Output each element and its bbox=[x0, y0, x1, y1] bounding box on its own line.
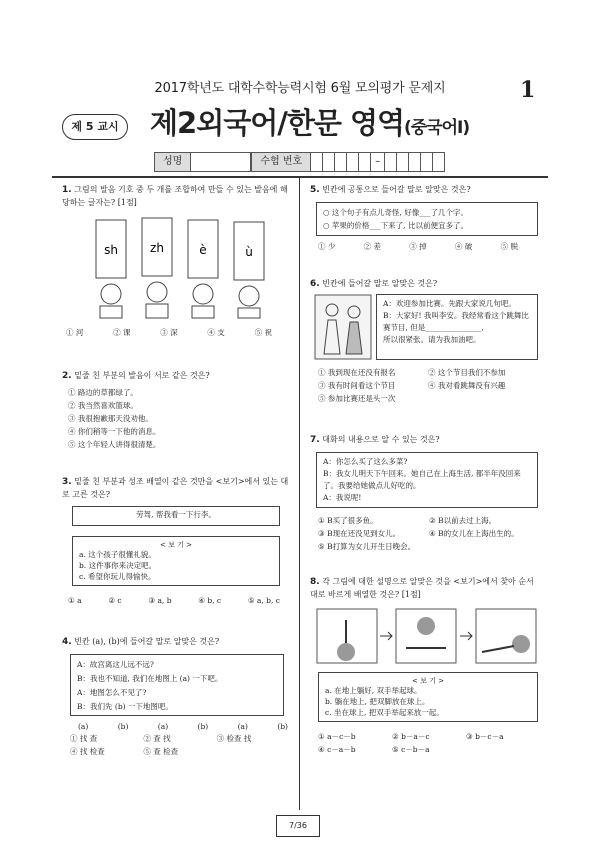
option[interactable]: ② B以前去过上海。 bbox=[429, 516, 497, 525]
col-header-a: (a) bbox=[237, 722, 248, 731]
q1-options bbox=[66, 328, 272, 339]
option[interactable]: ⑤ 这个年轻人讲得很清楚。 bbox=[68, 440, 161, 449]
option[interactable]: ③ 我很抱歉那天没劝他。 bbox=[68, 414, 153, 423]
dialog-line: B：我女儿明天下午回来。她自己在上海生活, 都半年没回来了。我要给她做点儿好吃的。 bbox=[323, 469, 521, 490]
question-3 bbox=[62, 476, 290, 501]
exam-no-cell[interactable] bbox=[359, 152, 371, 172]
option[interactable]: ① 找 查 bbox=[70, 734, 98, 743]
option[interactable]: ③ 掉 bbox=[409, 242, 427, 251]
option[interactable]: ③ 深 bbox=[160, 328, 178, 337]
q7-options bbox=[318, 514, 540, 553]
exam-no-cell[interactable] bbox=[409, 152, 421, 172]
dialog-line: A：地图怎么不见了? bbox=[77, 688, 147, 697]
exam-subtitle: 2017학년도 대학수학능력시험 6월 모의평가 문제지 bbox=[154, 81, 446, 96]
title-main: 제2외국어/한문 영역 bbox=[150, 106, 404, 140]
q5-number: 5. bbox=[310, 185, 320, 195]
exam-no-cell[interactable] bbox=[323, 152, 335, 172]
q4-column-headers bbox=[78, 722, 288, 733]
q3-text: 밑줄 친 부분과 성조 배열이 같은 것만을 <보기>에서 있는 대로 고른 것은? bbox=[62, 477, 289, 500]
q2-number: 2. bbox=[62, 371, 72, 381]
option[interactable]: ⑤ c－b－a bbox=[392, 745, 430, 754]
q4-number: 4. bbox=[62, 637, 72, 647]
q8-text: 각 그림에 대한 설명으로 알맞은 것을 <보기>에서 찾아 순서대로 바르게 배열한 것은? [1점] bbox=[310, 577, 534, 600]
q3-bogi-label: < 보 기 > bbox=[160, 541, 192, 549]
option[interactable]: ④ c－a－b bbox=[318, 745, 356, 754]
q8-bogi-item: a. 在地上躺好, 双手举起球。 bbox=[325, 686, 422, 696]
option[interactable]: ② 这个节目我们不参加 bbox=[428, 368, 506, 377]
page-number: 1 bbox=[520, 77, 536, 103]
q2-options bbox=[68, 386, 288, 451]
header-rule bbox=[52, 176, 548, 178]
q8-bogi-label: < 보 기 > bbox=[412, 677, 444, 685]
session-badge: 제 5 교시 bbox=[62, 114, 128, 140]
option[interactable]: ④ 你们稍等一下他的消息。 bbox=[68, 427, 161, 436]
q3-sentence-box: 劳驾, 帮我看一下行李。 bbox=[72, 506, 280, 526]
q6-options bbox=[318, 366, 538, 405]
q3-bogi-item: b. 这件事你来决定吧。 bbox=[79, 561, 157, 571]
q7-dialog-box bbox=[316, 452, 538, 508]
q1-label: è bbox=[199, 243, 207, 257]
exam-no-cell[interactable] bbox=[385, 152, 397, 172]
option[interactable]: ② 查 找 bbox=[143, 734, 171, 743]
q1-number: 1. bbox=[62, 185, 72, 195]
dialog-line: A：你怎么买了这么多菜? bbox=[323, 457, 408, 466]
page-title bbox=[150, 104, 469, 147]
exam-no-cell[interactable] bbox=[347, 152, 359, 172]
col-header-b: (b) bbox=[277, 722, 288, 731]
q6-number: 6. bbox=[310, 279, 320, 289]
exam-no-cell[interactable] bbox=[335, 152, 347, 172]
question-4 bbox=[62, 636, 290, 649]
q7-text: 대화의 내용으로 알 수 있는 것은? bbox=[322, 435, 440, 444]
option[interactable]: ⑤ 参加比赛还是头一次 bbox=[318, 394, 396, 403]
q5-options bbox=[318, 242, 518, 253]
exam-no-dash: – bbox=[371, 152, 385, 172]
option[interactable]: ④ B的女儿在上海出生的。 bbox=[429, 529, 519, 538]
question-2 bbox=[62, 370, 290, 383]
option[interactable]: ② c bbox=[108, 596, 122, 605]
option[interactable]: ⑤ a, b, c bbox=[247, 596, 280, 605]
q5-box bbox=[316, 202, 538, 236]
q3-number: 3. bbox=[62, 477, 72, 487]
question-1 bbox=[62, 184, 290, 209]
q1-label: ù bbox=[245, 245, 253, 259]
exam-no-cell[interactable] bbox=[433, 152, 445, 172]
option[interactable]: ③ 检查 找 bbox=[216, 734, 252, 743]
option[interactable]: ① 路边的草都绿了。 bbox=[68, 388, 138, 397]
exam-no-label: 수험 번호 bbox=[251, 152, 311, 172]
q1-label: sh bbox=[104, 243, 118, 257]
col-header-a: (a) bbox=[157, 722, 169, 731]
name-field[interactable] bbox=[191, 152, 251, 172]
option[interactable]: ① B买了很多鱼。 bbox=[318, 516, 378, 525]
option[interactable]: ⑤ 查 检查 bbox=[143, 746, 179, 756]
name-exam-bar bbox=[154, 152, 445, 172]
q8-number: 8. bbox=[310, 577, 320, 587]
option[interactable]: ② 差 bbox=[363, 242, 382, 251]
q8-options bbox=[318, 730, 540, 756]
dialog-line: 所以很紧张。请为我加油吧。 bbox=[383, 335, 481, 344]
option[interactable]: ① a－c－b bbox=[318, 732, 356, 741]
q6-dialog-box bbox=[376, 294, 538, 360]
q8-illustration bbox=[316, 608, 538, 664]
name-label: 성명 bbox=[154, 152, 191, 172]
dialog-line: B：我们先 (b) 一下地图吧。 bbox=[77, 702, 173, 711]
q5-text: 빈칸에 공통으로 들어갈 말로 알맞은 것은? bbox=[322, 185, 471, 194]
column-divider bbox=[299, 178, 300, 810]
option[interactable]: ① a bbox=[68, 596, 82, 605]
page-total: 36 bbox=[296, 821, 307, 830]
col-header-b: (b) bbox=[197, 722, 209, 731]
q3-bogi-box bbox=[72, 536, 280, 586]
option[interactable]: ③ 我有时间看这个节目 bbox=[318, 381, 396, 390]
option[interactable]: ④ 找 检查 bbox=[70, 746, 105, 756]
dialog-line: A：故宫离这儿远不远? bbox=[77, 660, 154, 669]
q6-text: 빈칸에 들어갈 말로 알맞은 것은? bbox=[322, 279, 438, 288]
q3-bogi-item: c. 希望你玩儿得愉快。 bbox=[79, 571, 156, 581]
q8-bogi-item: b. 躺在地上, 把双脚放在球上。 bbox=[325, 697, 430, 707]
page-current: 7 bbox=[289, 821, 295, 830]
option[interactable]: ① 少 bbox=[318, 242, 336, 251]
option[interactable]: ④ 我对看跳舞没有兴趣 bbox=[428, 381, 506, 390]
q5-line: ○ 这个句子有点儿奇怪, 好像___了几个字。 bbox=[323, 208, 468, 217]
option[interactable]: ① 河 bbox=[66, 328, 84, 337]
question-8 bbox=[310, 576, 540, 601]
exam-no-cell[interactable] bbox=[311, 152, 323, 172]
option[interactable]: ⑤ 脱 bbox=[500, 242, 518, 251]
q7-number: 7. bbox=[310, 435, 320, 445]
option[interactable]: ⑤ 祝 bbox=[254, 328, 272, 337]
exam-no-cell[interactable] bbox=[397, 152, 409, 172]
q1-text: 그림의 발음 기호 중 두 개를 조합하여 만들 수 있는 발음에 해당하는 글자는? [1점] bbox=[62, 185, 288, 208]
dialog-line: A：我说呢! bbox=[323, 493, 362, 502]
option[interactable]: ⑤ B打算为女儿开生日晚会。 bbox=[318, 542, 416, 551]
option[interactable]: ④ b, c bbox=[198, 596, 222, 605]
option[interactable]: ② 我当然喜欢篮球。 bbox=[68, 401, 138, 410]
option[interactable]: ① 我到现在还没有报名 bbox=[318, 368, 396, 377]
q1-illustration bbox=[88, 214, 278, 322]
dialog-line: A：欢迎参加比赛。先跟大家说几句吧。 bbox=[383, 299, 516, 308]
q8-bogi-item: c. 坐在球上, 把双手举起来放一起。 bbox=[325, 707, 444, 717]
q4-options bbox=[70, 734, 290, 758]
question-5 bbox=[310, 184, 540, 197]
q8-bogi-box bbox=[318, 672, 538, 722]
option[interactable]: ② 课 bbox=[113, 328, 131, 337]
option[interactable]: ③ B现在还没见到女儿。 bbox=[318, 529, 401, 538]
option[interactable]: ④ 支 bbox=[207, 328, 225, 337]
question-7 bbox=[310, 434, 540, 447]
option[interactable]: ④ 破 bbox=[454, 242, 473, 251]
col-header-a: (a) bbox=[78, 722, 89, 731]
page-counter: 7/36 bbox=[276, 815, 320, 837]
option[interactable]: ② b－a－c bbox=[392, 732, 430, 741]
exam-no-cell[interactable] bbox=[421, 152, 433, 172]
q2-text: 밑줄 친 부분의 발음이 서로 같은 것은? bbox=[74, 371, 210, 380]
dialog-line: B：大家好! 我叫李安。我经常看这个跳舞比赛节目, 但是_______________, bbox=[383, 311, 529, 332]
q4-text: 빈칸 (a), (b)에 들어갈 말로 알맞은 것은? bbox=[74, 637, 220, 646]
title-sub: (중국어Ⅰ) bbox=[403, 118, 470, 138]
q3-bogi-item: a. 这个孩子很懂礼貌。 bbox=[79, 550, 156, 560]
option[interactable]: ③ a, b bbox=[148, 596, 172, 605]
q5-line: ○ 苹果的价格___下来了, 比以前便宜多了。 bbox=[323, 221, 468, 230]
dialog-line: B：我也不知道, 我们在地图上 (a) 一下吧。 bbox=[77, 674, 223, 683]
col-header-b: (b) bbox=[117, 722, 129, 731]
q4-dialog-box bbox=[70, 654, 284, 716]
q6-illustration bbox=[314, 294, 372, 360]
q1-label: zh bbox=[150, 241, 164, 255]
question-6 bbox=[310, 278, 540, 291]
option[interactable]: ③ b－c－a bbox=[466, 732, 504, 741]
q3-options bbox=[68, 596, 280, 607]
